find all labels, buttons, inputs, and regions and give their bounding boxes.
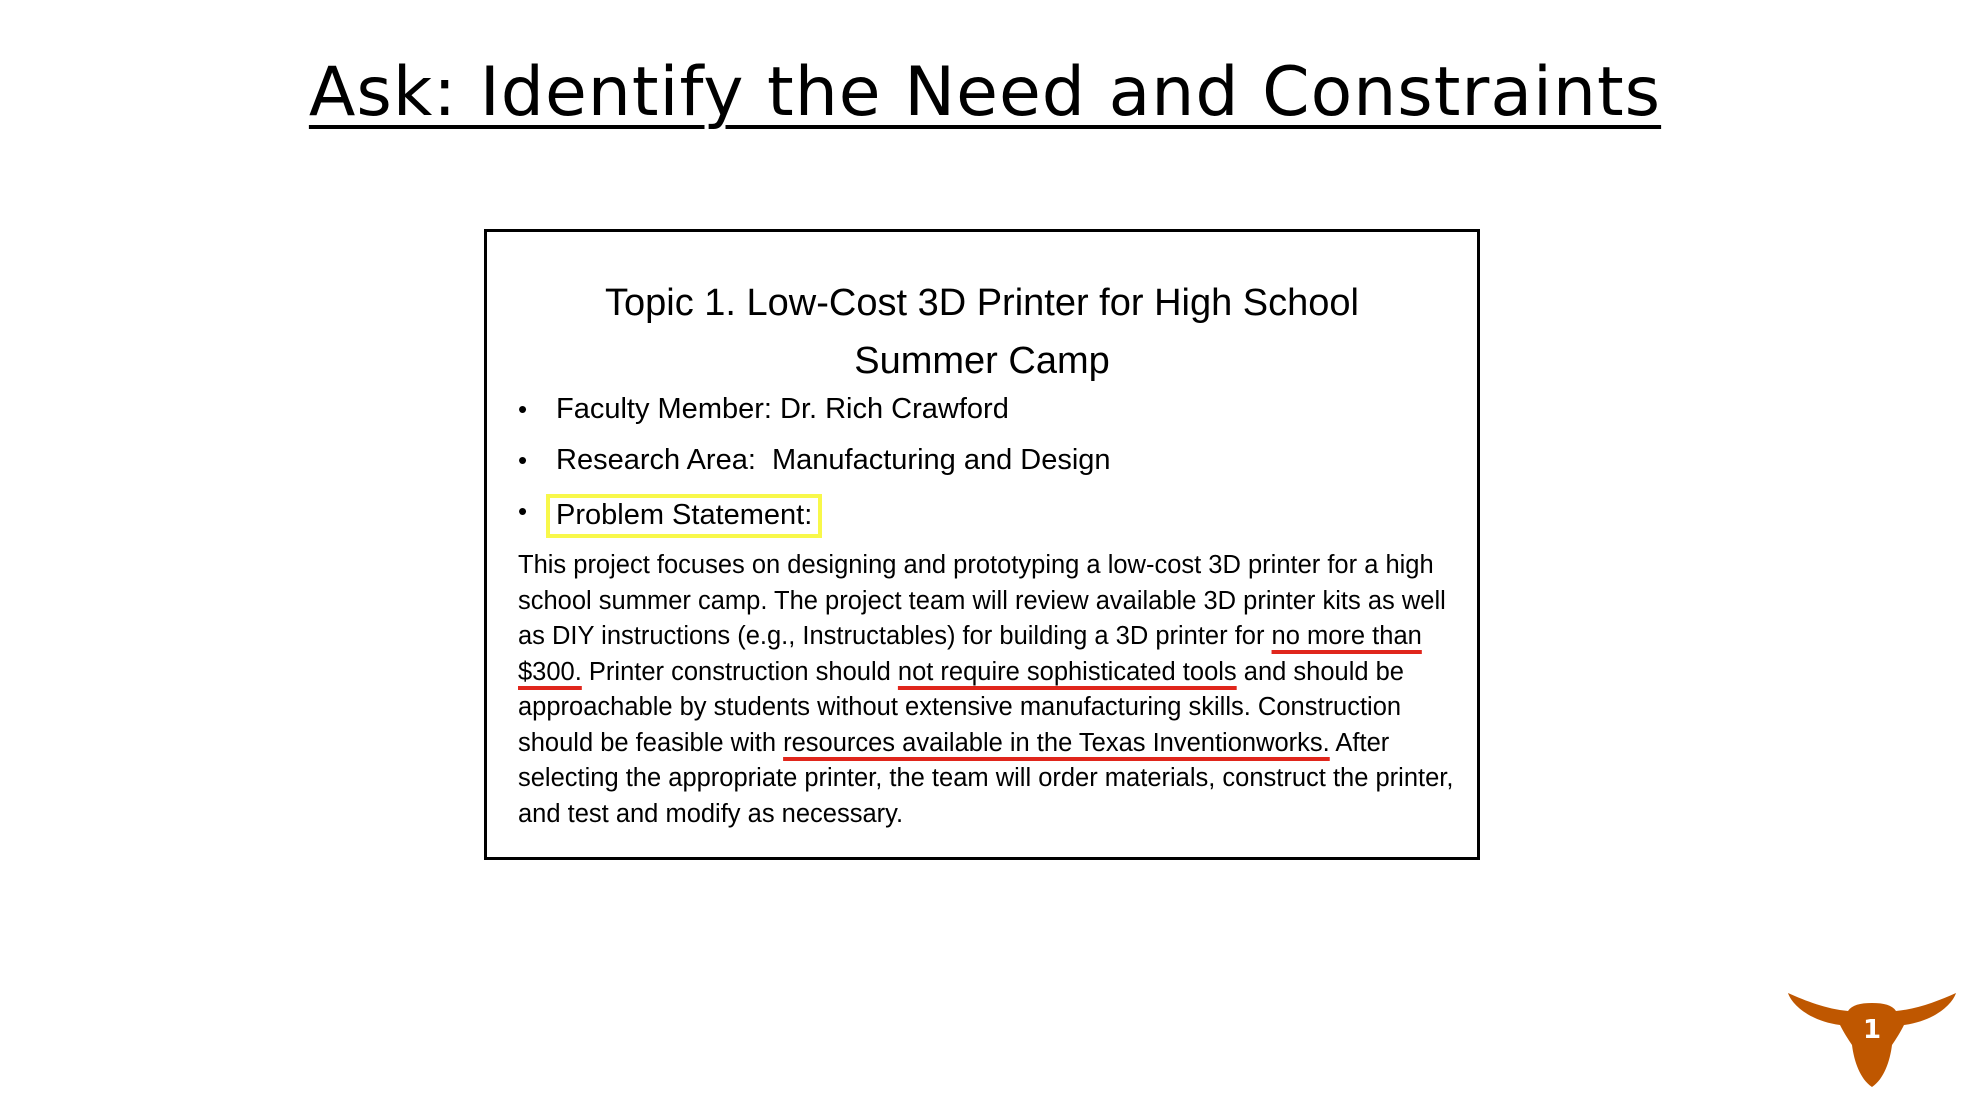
bullet-dot-icon: • <box>518 445 528 475</box>
bullet-text: Faculty Member: Dr. Rich Crawford <box>556 393 1009 425</box>
constraint-tools: not require sophisticated tools <box>897 657 1237 686</box>
paragraph-text: and should be approachable by students without extensive manufacturing skills. Construction should be feasible with <box>518 657 1404 757</box>
document-heading <box>487 274 1477 390</box>
problem-statement-paragraph <box>518 548 1478 832</box>
bullet-problem-statement <box>518 494 1111 531</box>
longhorn-logo <box>1786 991 1958 1091</box>
page-number: 1 <box>1862 1015 1882 1045</box>
paragraph-text: After selecting the appropriate printer, the team will order materials, construct the printer, and test and modify as necessary. <box>518 728 1454 828</box>
bullet-dot-icon: • <box>518 496 528 526</box>
paragraph-text: This project focuses on designing and prototyping a low-cost 3D printer for a high school summer camp. The project team will review available 3D printer kits as well as DIY instructions (e.g., Instructables) for building a 3D printer for <box>518 551 1446 650</box>
slide-title: Ask: Identify the Need and Constraints <box>308 53 1662 132</box>
bullet-text: Research Area: Manufacturing and Design <box>556 444 1111 476</box>
constraint-resources: resources available in the Texas Inventionworks. <box>783 728 1330 757</box>
paragraph-text: Printer construction should <box>581 657 898 686</box>
document-heading-line1: Topic 1. Low-Cost 3D Printer for High School <box>605 282 1359 324</box>
bullet-research-area <box>518 443 1111 477</box>
constraint-cost: no more than $300. <box>518 622 1422 686</box>
problem-statement-highlight: Problem Statement: <box>546 494 822 538</box>
problem-statement-document <box>484 229 1480 860</box>
bullet-dot-icon: • <box>518 394 528 424</box>
document-heading-line2: Summer Camp <box>854 340 1110 382</box>
bullet-faculty-member <box>518 392 1111 426</box>
info-bullet-list <box>518 392 1111 545</box>
